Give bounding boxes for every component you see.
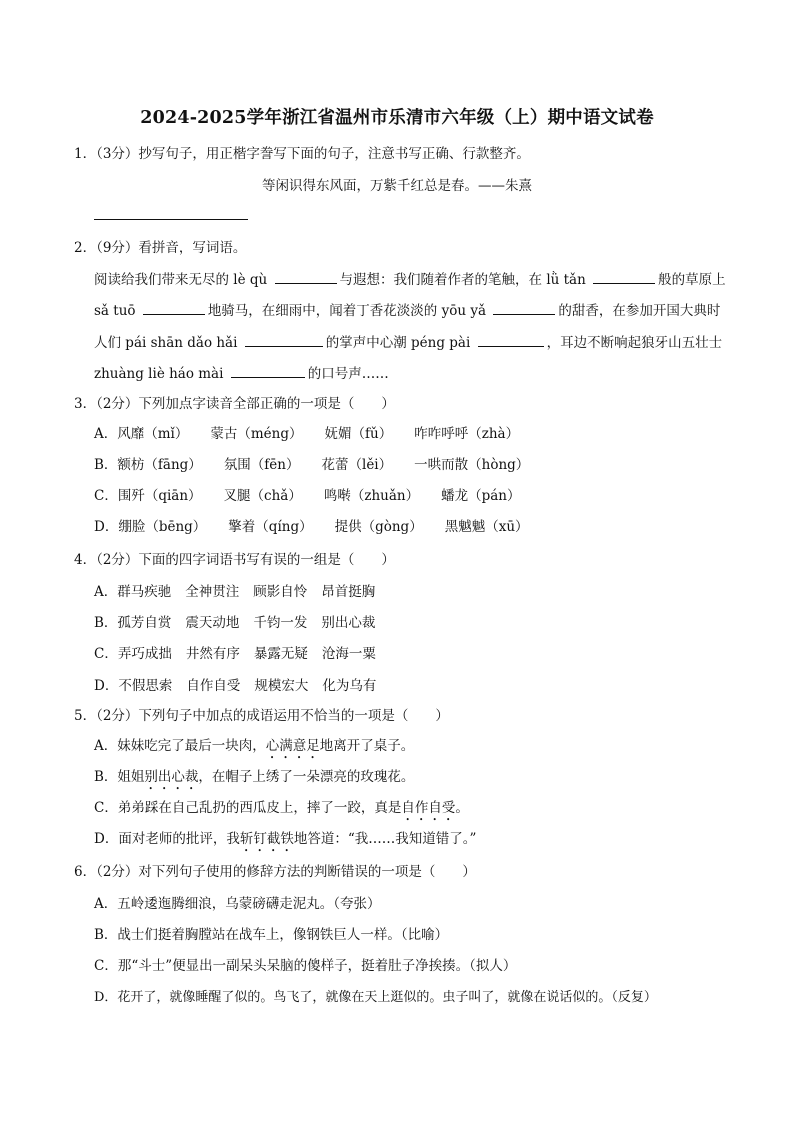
option-item: 井然有序	[185, 646, 240, 662]
fill-blank[interactable]	[493, 300, 555, 315]
text: 的口号声……	[307, 366, 389, 382]
pinyin: yōu yǎ	[441, 303, 487, 319]
option-letter: C．	[94, 488, 118, 504]
pinyin-paragraph-line-3	[94, 332, 722, 353]
option-item: 规模宏大	[254, 678, 309, 694]
fill-blank[interactable]	[143, 300, 205, 315]
option-item: 蒙古（méng）	[210, 426, 303, 442]
pinyin-paragraph-line-2	[94, 300, 720, 321]
option-b[interactable]: B．战士们挺着胸膛站在战车上，像钢铁巨人一样。（比喻）	[94, 927, 449, 943]
option-c[interactable]	[94, 798, 469, 824]
option-a[interactable]	[94, 736, 414, 762]
text: 的甜香，在参加开国大典时	[558, 303, 721, 319]
option-text: B．姐姐	[94, 769, 145, 785]
pinyin: zhuàng liè háo mài	[94, 366, 224, 382]
pinyin: péng pài	[411, 335, 471, 351]
option-d[interactable]	[94, 829, 476, 855]
question-number: 4．	[74, 552, 97, 568]
option-c[interactable]	[94, 644, 398, 664]
option-item: 氛围（fēn）	[223, 457, 300, 473]
option-item: 化为乌有	[322, 678, 377, 694]
option-item: 额枋（fāng）	[117, 457, 202, 473]
question-stem: （2分）下列句子中加点的成语运用不恰当的一项是（ ）	[96, 708, 449, 724]
option-item: 震天动地	[185, 615, 240, 631]
option-item: 别出心裁	[321, 615, 376, 631]
option-text: ，在帽子上绣了一朵漂亮的玫瑰花。	[198, 769, 415, 785]
option-item: 顾影自怜	[253, 584, 308, 600]
option-item: 妩媚（fǔ）	[324, 426, 393, 442]
exam-title: 2024-2025学年浙江省温州市乐清市六年级（上）期中语文试卷	[140, 108, 654, 128]
option-a[interactable]: A．五岭逶迤腾细浪，乌蒙磅礴走泥丸。（夸张）	[94, 896, 381, 912]
pinyin: pái shān dǎo hǎi	[125, 335, 238, 351]
dotted-idiom: 心满意足	[265, 738, 320, 754]
option-letter: C．	[94, 646, 118, 662]
option-b[interactable]	[94, 613, 397, 633]
option-text: 。	[455, 800, 469, 816]
option-item: 绷脸（bēng）	[118, 519, 207, 535]
option-b[interactable]	[94, 455, 551, 475]
option-text: 地答道：“我……我知道错了。”	[293, 831, 477, 847]
text: 的掌声中心潮	[325, 335, 407, 351]
option-item: 擎着（qíng）	[228, 519, 313, 535]
option-a[interactable]	[94, 582, 397, 602]
option-item: 咋咋呼呼（zhà）	[414, 426, 520, 442]
question-number: 3．	[74, 396, 97, 412]
option-c[interactable]	[94, 486, 543, 506]
pinyin-paragraph-line-1	[94, 269, 726, 290]
pinyin-paragraph-line-4	[94, 363, 389, 384]
option-item: 群马疾驰	[117, 584, 172, 600]
option-letter: B．	[94, 457, 118, 473]
poem-line: 等闲识得东风面，万紫千红总是春。——朱熹	[262, 178, 532, 194]
option-item: 花蕾（lěi）	[321, 457, 393, 473]
option-d[interactable]	[94, 676, 398, 696]
question-number: 5．	[74, 708, 97, 724]
question-number: 6．	[74, 864, 97, 880]
option-item: 蟠龙（pán）	[441, 488, 521, 504]
fill-blank[interactable]	[478, 332, 544, 347]
option-item: 全神贯注	[185, 584, 240, 600]
question-4	[74, 550, 395, 570]
pinyin: lǜ tǎn	[546, 272, 586, 288]
option-item: 一哄而散（hòng）	[414, 457, 530, 473]
option-text: 地离开了桌子。	[319, 738, 415, 754]
pinyin: sǎ tuō	[94, 303, 136, 319]
option-item: 鸣啭（zhuǎn）	[323, 488, 420, 504]
option-letter: D．	[94, 519, 119, 535]
option-item: 暴露无疑	[253, 646, 308, 662]
option-text: D．面对老师的批评，我	[94, 831, 240, 847]
question-number: 1．	[74, 146, 97, 162]
text: ，耳边不断响起狼牙山五壮士	[546, 335, 723, 351]
option-text: C．弟弟踩在自己乱扔的西瓜皮上，摔了一跤，真是	[94, 800, 402, 816]
option-letter: D．	[94, 678, 119, 694]
question-stem: （2分）对下列句子使用的修辞方法的判断错误的一项是（ ）	[96, 864, 476, 880]
question-stem: （2分）下面的四字词语书写有误的一组是（ ）	[96, 552, 395, 568]
question-1	[74, 144, 530, 164]
dotted-idiom: 斩钉截铁	[239, 831, 294, 847]
question-stem: （3分）抄写句子，用正楷字誊写下面的句子，注意书写正确、行款整齐。	[96, 146, 530, 162]
question-2	[74, 238, 246, 258]
answer-line[interactable]	[94, 219, 248, 220]
dotted-idiom: 自作自受	[401, 800, 456, 816]
pinyin: lè qù	[233, 272, 268, 288]
text: 与遐想：我们随着作者的笔触，在	[339, 272, 543, 288]
question-3	[74, 394, 395, 414]
option-item: 弄巧成拙	[117, 646, 172, 662]
fill-blank[interactable]	[245, 332, 323, 347]
question-6	[74, 862, 476, 882]
option-item: 沧海一粟	[321, 646, 376, 662]
option-d[interactable]: D．花开了，就像睡醒了似的。鸟飞了，就像在天上逛似的。虫子叫了，就像在说话似的。（反复）	[94, 990, 657, 1005]
question-5	[74, 706, 449, 726]
option-item: 围歼（qiān）	[117, 488, 202, 504]
option-letter: A．	[94, 426, 118, 442]
text: 人们	[94, 335, 121, 351]
option-d[interactable]	[94, 517, 551, 537]
option-item: 风靡（mǐ）	[117, 426, 189, 442]
option-b[interactable]	[94, 767, 414, 793]
option-letter: B．	[94, 615, 118, 631]
fill-blank[interactable]	[231, 363, 305, 378]
text: 地骑马，在细雨中，闻着丁香花淡淡的	[207, 303, 438, 319]
option-item: 叉腿（chǎ）	[223, 488, 302, 504]
option-letter: A．	[94, 584, 118, 600]
dotted-idiom: 别出心裁	[144, 769, 199, 785]
option-a[interactable]	[94, 424, 541, 444]
option-item: 千钧一发	[253, 615, 308, 631]
fill-blank[interactable]	[275, 269, 337, 284]
option-item: 黑魆魆（xū）	[444, 519, 529, 535]
option-c[interactable]: C．那“斗士”便显出一副呆头呆脑的傻样子，挺着肚子净挨揍。（拟人）	[94, 958, 517, 974]
option-item: 不假思索	[118, 678, 173, 694]
option-text: A．妹妹吃完了最后一块肉，	[94, 738, 266, 754]
option-item: 昂首挺胸	[321, 584, 376, 600]
text: 阅读给我们带来无尽的	[94, 272, 229, 288]
option-item: 自作自受	[186, 678, 241, 694]
option-item: 孤芳自赏	[117, 615, 172, 631]
text: 般的草原上	[658, 272, 726, 288]
question-stem: （9分）看拼音，写词语。	[96, 240, 247, 256]
question-number: 2．	[74, 240, 97, 256]
fill-blank[interactable]	[593, 269, 655, 284]
question-stem: （2分）下列加点字读音全部正确的一项是（ ）	[96, 396, 395, 412]
option-item: 提供（gòng）	[334, 519, 423, 535]
